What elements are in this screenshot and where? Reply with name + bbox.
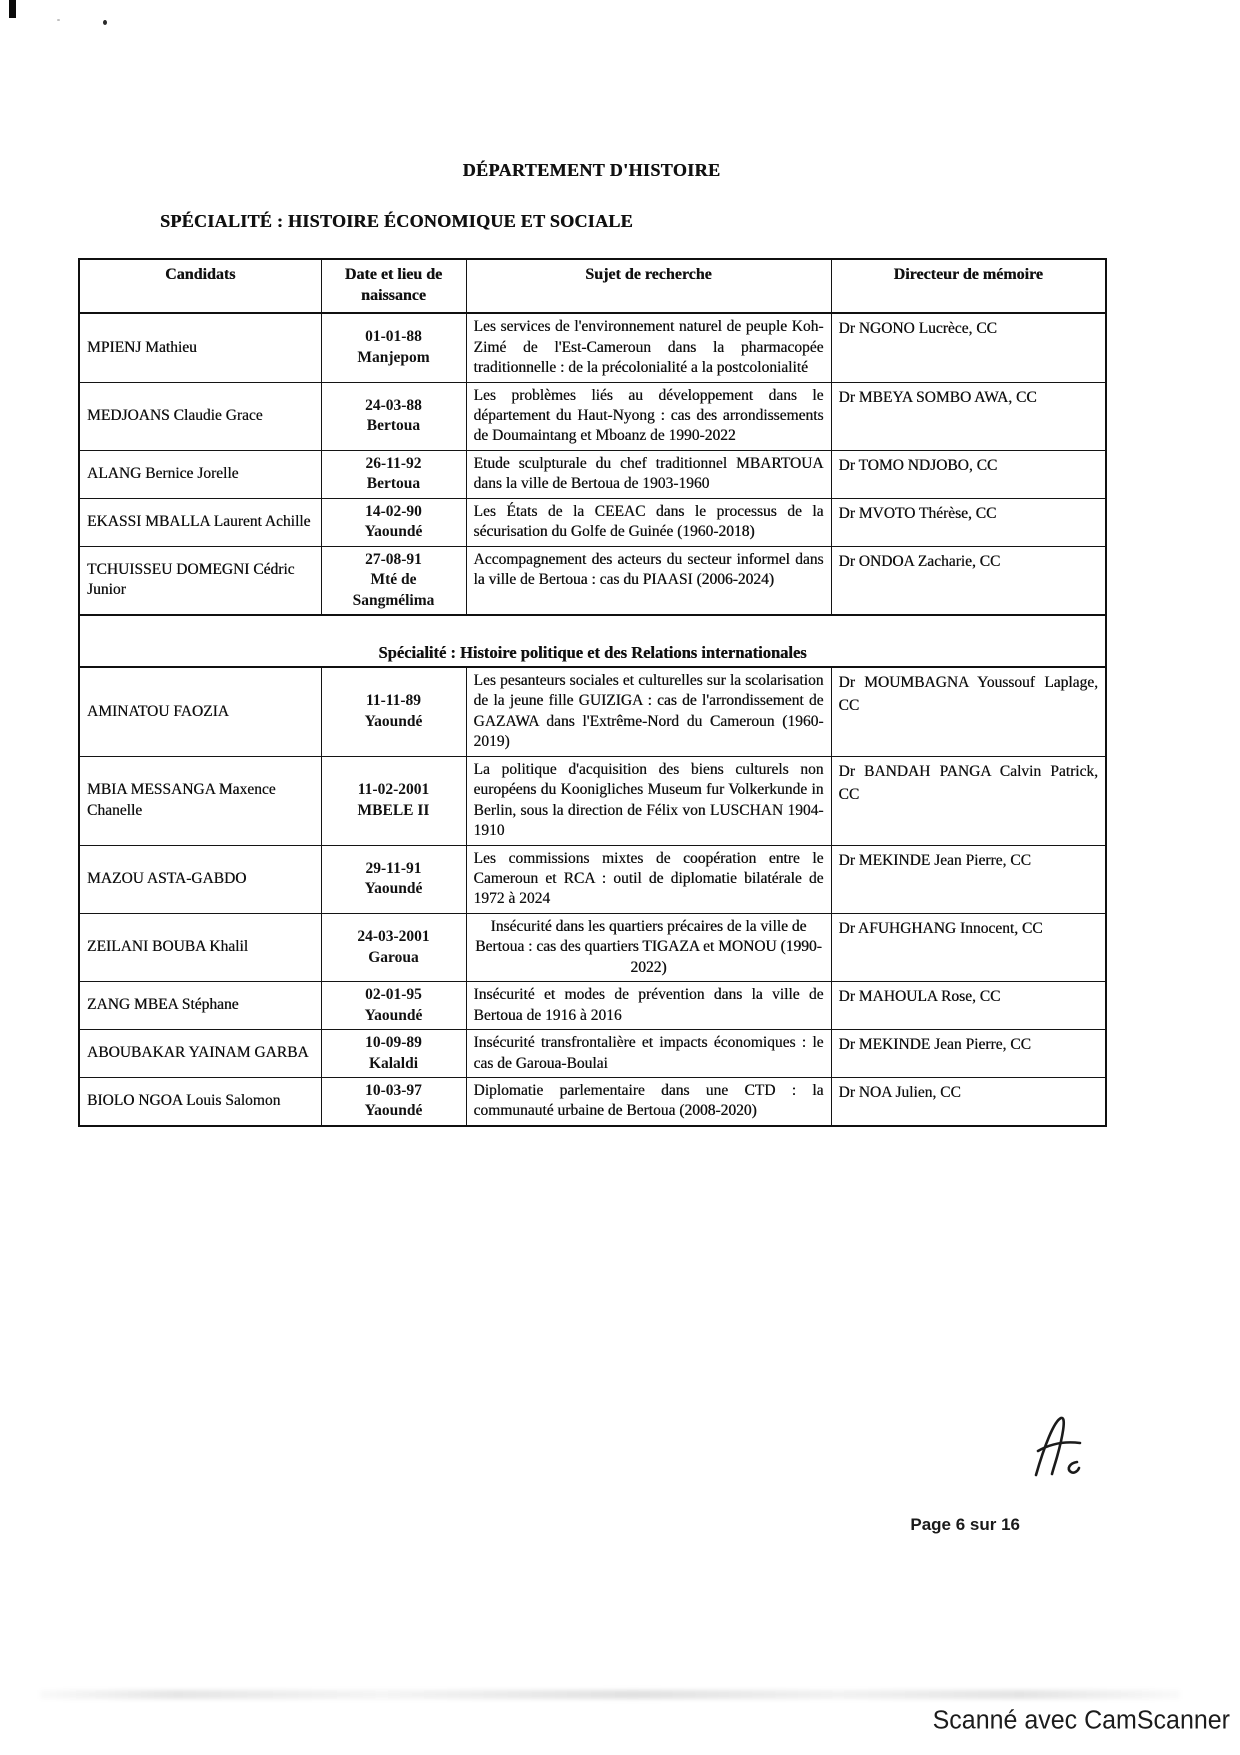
director-cell: Dr MAHOULA Rose, CC xyxy=(831,982,1106,1030)
director-cell: Dr MBEYA SOMBO AWA, CC xyxy=(831,382,1106,450)
subject-cell: Les problèmes liés au développement dans le département du Haut-Nyong : cas des arrondissements de Doumaintang et Mboanz de 1990-2022 xyxy=(466,382,831,450)
candidate-cell: ZANG MBEA Stéphane xyxy=(79,982,321,1030)
birth-line: Sangmélima xyxy=(352,591,435,609)
birth-line: 24-03-88 xyxy=(365,396,422,414)
birth-cell xyxy=(321,546,466,615)
scan-speck xyxy=(103,20,107,25)
table-header-row xyxy=(79,259,1106,313)
birth-cell xyxy=(321,498,466,546)
birth-line: 24-03-2001 xyxy=(357,928,430,946)
scan-speck xyxy=(57,19,60,21)
candidates-table xyxy=(78,258,1107,1127)
table-row xyxy=(79,982,1106,1030)
director-cell: Dr MEKINDE Jean Pierre, CC xyxy=(831,1030,1106,1078)
birth-cell xyxy=(321,667,466,756)
header-directeur-memoire: Directeur de mémoire xyxy=(831,259,1106,313)
table-row xyxy=(79,382,1106,450)
subject-cell: Les pesanteurs sociales et culturelles sur la scolarisation de la jeune fille GUIZIGA : cas de l'arrondissement de GAZAWA dans l'Extrême-Nord du Cameroun (1960-2019) xyxy=(466,667,831,756)
birth-line: MBELE II xyxy=(357,801,430,819)
table-row xyxy=(79,498,1106,546)
director-cell: Dr NGONO Lucrèce, CC xyxy=(831,313,1106,382)
birth-line: Yaoundé xyxy=(364,1102,423,1120)
header-sujet-recherche: Sujet de recherche xyxy=(466,259,831,313)
header-candidats: Candidats xyxy=(79,259,321,313)
signature-mark xyxy=(1030,1413,1088,1479)
candidate-cell: ZEILANI BOUBA Khalil xyxy=(79,913,321,981)
table-row xyxy=(79,1030,1106,1078)
subject-cell: Etude sculpturale du chef traditionnel MBARTOUA dans la ville de Bertoua de 1903-1960 xyxy=(466,450,831,498)
director-cell: Dr NOA Julien, CC xyxy=(831,1078,1106,1126)
candidate-cell: MBIA MESSANGA Maxence Chanelle xyxy=(79,756,321,845)
subject-cell: Insécurité et modes de prévention dans la ville de Bertoua de 1916 à 2016 xyxy=(466,982,831,1030)
birth-line: 02-01-95 xyxy=(365,986,422,1004)
document-title: DÉPARTEMENT D'HISTOIRE xyxy=(462,160,721,180)
birth-cell xyxy=(321,756,466,845)
candidate-cell: MPIENJ Mathieu xyxy=(79,313,321,382)
subject-cell: Les États de la CEEAC dans le processus de la sécurisation du Golfe de Guinée (1960-2018) xyxy=(466,498,831,546)
birth-line: Garoua xyxy=(368,948,419,966)
director-cell: Dr MVOTO Thérèse, CC xyxy=(831,498,1106,546)
birth-line: Kalaldi xyxy=(368,1054,419,1072)
candidate-cell: EKASSI MBALLA Laurent Achille xyxy=(79,498,321,546)
subject-cell: Les services de l'environnement naturel de peuple Koh-Zimé de l'Est-Cameroun dans la pharmacopée traditionnelle : de la précolonialité a la postcolonialité xyxy=(466,313,831,382)
birth-cell xyxy=(321,1030,466,1078)
birth-line: 11-11-89 xyxy=(365,692,422,710)
birth-cell xyxy=(321,913,466,981)
scan-artifact-mark xyxy=(9,0,16,18)
birth-line: 10-09-89 xyxy=(365,1034,422,1052)
subject-cell: Insécurité transfrontalière et impacts économiques : le cas de Garoua-Boulai xyxy=(466,1030,831,1078)
director-cell: Dr ONDOA Zacharie, CC xyxy=(831,546,1106,615)
page-number-label: Page 6 sur 16 xyxy=(910,1515,1020,1534)
table-row xyxy=(79,667,1106,756)
birth-line: Manjepom xyxy=(357,348,430,366)
birth-line: Bertoua xyxy=(366,417,421,435)
director-cell: Dr BANDAH PANGA Calvin Patrick, CC xyxy=(831,756,1106,845)
birth-line: 11-02-2001 xyxy=(357,781,430,799)
table-row xyxy=(79,913,1106,981)
candidate-cell: ABOUBAKAR YAINAM GARBA xyxy=(79,1030,321,1078)
table-row xyxy=(79,1078,1106,1126)
subject-cell: La politique d'acquisition des biens culturels non européens du Koonigliches Museum fur Volkerkunde in Berlin, sous la direction de Félix von LUSCHAN 1904-1910 xyxy=(466,756,831,845)
director-cell: Dr TOMO NDJOBO, CC xyxy=(831,450,1106,498)
birth-line: Yaoundé xyxy=(364,1006,423,1024)
director-cell: Dr AFUHGHANG Innocent, CC xyxy=(831,913,1106,981)
candidate-cell: AMINATOU FAOZIA xyxy=(79,667,321,756)
section-header-row xyxy=(79,615,1106,667)
subject-cell: Accompagnement des acteurs du secteur informel dans la ville de Bertoua : cas du PIAASI (2006-2024) xyxy=(466,546,831,615)
birth-line: 01-01-88 xyxy=(365,328,422,346)
birth-cell xyxy=(321,313,466,382)
birth-line: Mté de xyxy=(370,571,417,589)
candidate-cell: BIOLO NGOA Louis Salomon xyxy=(79,1078,321,1126)
director-cell: Dr MOUMBAGNA Youssouf Laplage, CC xyxy=(831,667,1106,756)
subject-cell: Diplomatie parlementaire dans une CTD : la communauté urbaine de Bertoua (2008-2020) xyxy=(466,1078,831,1126)
birth-cell xyxy=(321,450,466,498)
table-row xyxy=(79,845,1106,913)
birth-line: Yaoundé xyxy=(364,880,423,898)
table-row xyxy=(79,450,1106,498)
birth-cell xyxy=(321,982,466,1030)
candidate-cell: TCHUISSEU DOMEGNI Cédric Junior xyxy=(79,546,321,615)
header-date-lieu-naissance: Date et lieu de naissance xyxy=(321,259,466,313)
table-row xyxy=(79,756,1106,845)
director-cell: Dr MEKINDE Jean Pierre, CC xyxy=(831,845,1106,913)
birth-line: Yaoundé xyxy=(364,712,423,730)
birth-line: Yaoundé xyxy=(364,523,423,541)
table-row xyxy=(79,546,1106,615)
birth-cell xyxy=(321,845,466,913)
table-row xyxy=(79,313,1106,382)
subject-cell: Les commissions mixtes de coopération entre le Cameroun et RCA : outil de diplomatie bilatérale de 1972 à 2024 xyxy=(466,845,831,913)
subject-cell: Insécurité dans les quartiers précaires de la ville de Bertoua : cas des quartiers TIGAZA et MONOU (1990-2022) xyxy=(466,913,831,981)
table-body xyxy=(79,313,1106,1126)
birth-cell xyxy=(321,1078,466,1126)
birth-line: 14-02-90 xyxy=(365,502,422,520)
birth-line: 26-11-92 xyxy=(365,454,422,472)
birth-line: 27-08-91 xyxy=(365,550,422,568)
candidate-cell: MAZOU ASTA-GABDO xyxy=(79,845,321,913)
birth-line: 29-11-91 xyxy=(365,859,422,877)
scan-smudge xyxy=(40,1690,1180,1699)
camscanner-watermark: Scanné avec CamScanner xyxy=(932,1705,1230,1735)
candidate-cell: ALANG Bernice Jorelle xyxy=(79,450,321,498)
document-subtitle: SPÉCIALITÉ : HISTOIRE ÉCONOMIQUE ET SOCIALE xyxy=(160,211,633,231)
section-header-label: Spécialité : Histoire politique et des Relations internationales xyxy=(79,615,1106,667)
birth-cell xyxy=(321,382,466,450)
birth-line: Bertoua xyxy=(366,475,421,493)
candidate-cell: MEDJOANS Claudie Grace xyxy=(79,382,321,450)
birth-line: 10-03-97 xyxy=(365,1082,422,1100)
